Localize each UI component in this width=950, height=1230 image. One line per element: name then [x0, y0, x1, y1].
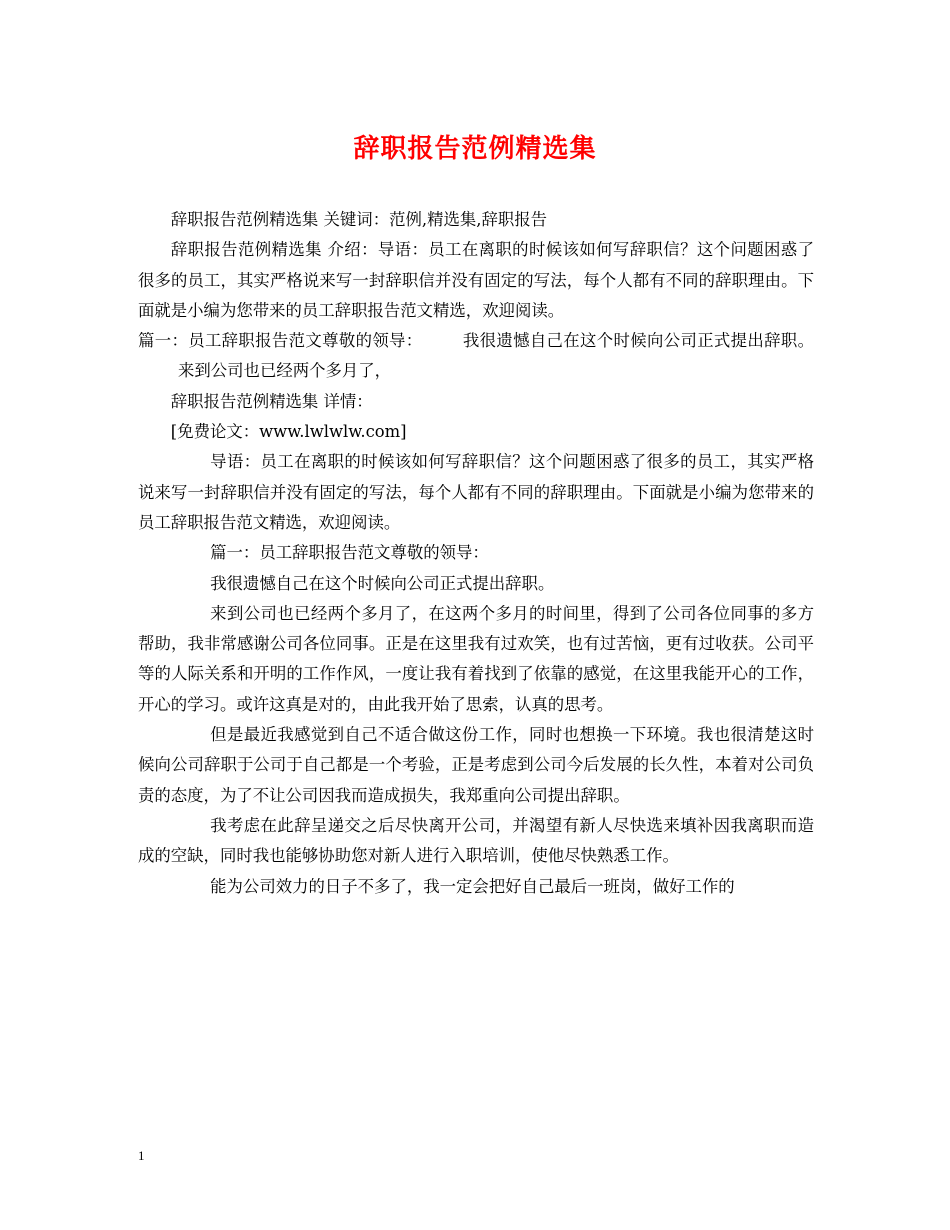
intro-excerpt-part-c: 来到公司也已经两个多月了， — [178, 361, 392, 381]
intro-paragraph: 辞职报告范例精选集 介绍：导语：员工在离职的时候该如何写辞职信？这个问题困惑了很多的员工，其实严格说来写一封辞职信并没有固定的写法，每个人都有不同的辞职理由。下面就是小编为您带来的员工辞职报告范文精选，欢迎阅读。 — [138, 240, 814, 320]
letter-paragraph-5: 能为公司效力的日子不多了，我一定会把好自己最后一班岗，做好工作的 — [210, 876, 735, 896]
part-one-heading: 篇一：员工辞职报告范文尊敬的领导： — [210, 543, 489, 563]
document-title: 辞职报告范例精选集 — [353, 134, 597, 164]
letter-paragraph-1: 我很遗憾自己在这个时候向公司正式提出辞职。 — [210, 573, 555, 593]
letter-paragraph-4: 我考虑在此辞呈递交之后尽快离开公司，并渴望有新人尽快选来填补因我离职而造成的空缺，同时我也能够协助您对新人进行入职培训，使他尽快熟悉工作。 — [138, 815, 814, 866]
document-body — [138, 205, 814, 902]
keywords-paragraph: 辞职报告范例精选集 关键词：范例,精选集,辞职报告 — [170, 210, 548, 229]
guide-paragraph: 导语：员工在离职的时候该如何写辞职信？这个问题困惑了很多的员工，其实严格说来写一封辞职信并没有固定的写法，每个人都有不同的辞职理由。下面就是小编为您带来的员工辞职报告范文精选，欢迎阅读。 — [138, 452, 814, 532]
letter-paragraph-3: 但是最近我感觉到自己不适合做这份工作，同时也想换一下环境。我也很清楚这时候向公司辞职于公司于自己都是一个考验，正是考虑到公司今后发展的长久性，本着对公司负责的态度，为了不让公司因我而造成损失，我郑重向公司提出辞职。 — [138, 725, 814, 805]
intro-excerpt-part-b: 我很遗憾自己在这个时候向公司正式提出辞职。 — [462, 331, 815, 351]
letter-paragraph-2: 来到公司也已经两个多月了，在这两个多月的时间里，得到了公司各位同事的多方帮助，我非常感谢公司各位同事。正是在这里我有过欢笑，也有过苦恼，更有过收获。公司平等的人际关系和开明的工作作风，一度让我有着找到了依靠的感觉，在这里我能开心的工作，开心的学习。或许这真是对的，由此我开始了思索，认真的思考。 — [138, 603, 814, 714]
intro-excerpt-part-a: 篇一：员工辞职报告范文尊敬的领导： — [138, 331, 423, 351]
details-heading: 辞职报告范例精选集 详情： — [170, 391, 373, 411]
intro-excerpt-paragraph — [138, 326, 814, 387]
page-number: 1 — [138, 1148, 145, 1163]
source-link: [免费论文：www.lwlwlw.com] — [170, 422, 407, 442]
